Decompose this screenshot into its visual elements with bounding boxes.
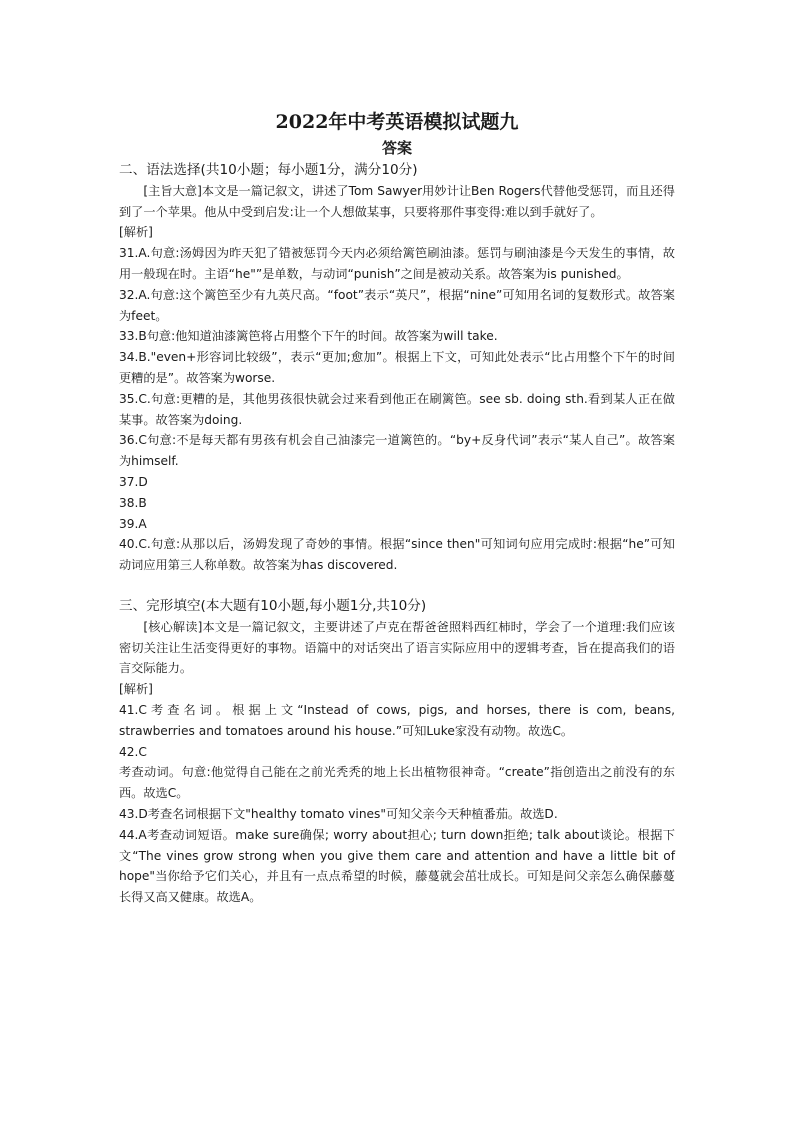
- answer-item: 41.C考查名词。根据上文“Instead of cows, pigs, and horses, there is com, beans, strawberries and tomatoes around his house.”可知Luke家没有动物。故选C。: [119, 702, 675, 738]
- analysis-label: [解析]: [119, 225, 153, 240]
- answer-item: 42.C: [119, 744, 147, 759]
- page-title: 2022年中考英语模拟试题九: [275, 111, 519, 133]
- answer-item: 34.B."even+形容词比较级”，表示“更加;愈加”。根据上下文，可知此处表示“比占用整个下午的时间更糟的是”。故答案为worse.: [119, 350, 675, 385]
- answer-item: 32.A.句意:这个篱笆至少有九英尺高。“foot”表示“英尺”，根据“nine”可知用名词的复数形式。故答案为feet。: [119, 287, 675, 323]
- answer-item: 37.D: [119, 474, 148, 489]
- answer-item: 44.A考查动词短语。make sure确保; worry about担心; turn down拒绝; talk about谈论。根据下文“The vines grow strong when you give them care and attention and have a little bit of hope"当你给予它们关心，并且有一点点希望的时候，藤蔓就会茁壮成长。可知是问父亲怎么确保藤蔓长得又高又健康。故选A。: [119, 827, 675, 905]
- answer-item: 38.B: [119, 495, 147, 510]
- section-grammar: [119, 160, 675, 576]
- answer-item: 35.C.句意:更糟的是，其他男孩很快就会过来看到他正在刷篱笆。see sb. doing sth.看到某人正在做某事。故答案为doing.: [119, 391, 675, 427]
- answer-item: 43.D考查名词根据下文"healthy tomato vines"可知父亲今天种植番茄。故选D.: [119, 806, 558, 821]
- section-summary: [主旨大意]本文是一篇记叙文，讲述了Tom Sawyer用妙计让Ben Rogers代替他受惩罚，而且还得到了一个苹果。他从中受到启发:让一个人想做某事，只要将那件事变得:难以到手就好了。: [119, 183, 675, 219]
- answer-item: 考查动词。句意:他觉得自己能在之前光秃秃的地上长出植物很神奇。“create”指创造出之前没有的东西。故选C。: [119, 765, 675, 801]
- section-heading: 二、语法选择(共10小题；每小题1分，满分10分): [119, 162, 418, 178]
- answer-content: [119, 160, 675, 908]
- section-summary: [核心解读]本文是一篇记叙文，主要讲述了卢克在帮爸爸照料西红柿时，学会了一个道理:我们应该密切关注让生活变得更好的事物。语篇中的对话突出了语言实际应用中的逻辑考查，旨在提高我们的语言交际能力。: [119, 619, 675, 676]
- section-cloze: [119, 596, 675, 908]
- section-heading: 三、完形填空(本大题有10小题,每小题1分,共10分): [119, 597, 427, 614]
- answer-item: 31.A.句意:汤姆因为昨天犯了错被惩罚今天内必须给篱笆刷油漆。惩罚与刷油漆是今天发生的事情，故用一般现在时。主语“he"”是单数，与动词“punish”之间是被动关系。故答案为is punished。: [119, 246, 675, 281]
- analysis-label: [解析]: [119, 682, 153, 697]
- answer-item: 36.C句意:不是每天都有男孩有机会自己油漆完一道篱笆的。“by+反身代词”表示“某人自己”。故答案为himself.: [119, 433, 675, 469]
- answer-item: 40.C.句意:从那以后，汤姆发现了奇妙的事情。根据“since then"可知词句应用完成时:根据“he”可知动词应用第三人称单数。故答案为has discovered.: [119, 537, 675, 573]
- page-subtitle: 答案: [381, 139, 412, 157]
- answer-item: 39.A: [119, 516, 147, 531]
- answer-item: 33.B句意:他知道油漆篱笆将占用整个下午的时间。故答案为will take.: [119, 329, 498, 344]
- section-spacer: [119, 576, 675, 596]
